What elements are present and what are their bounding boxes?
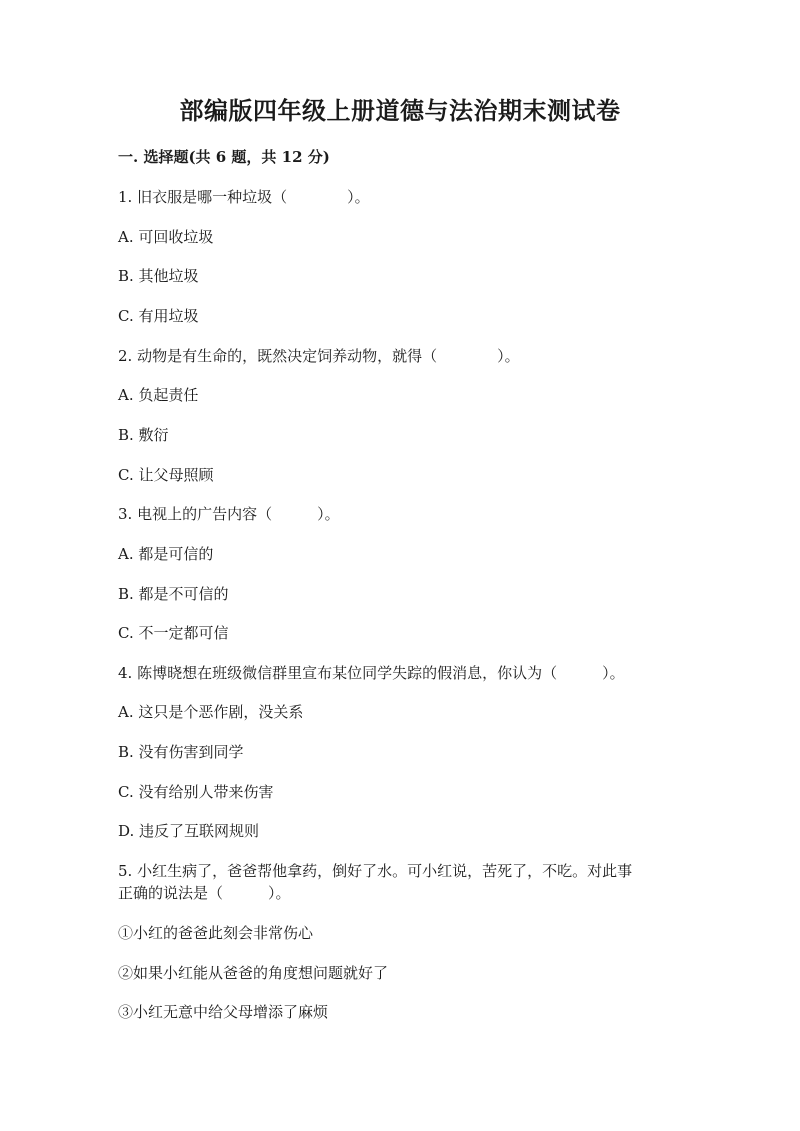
question-4-option-c: C. 没有给别人带来伤害 bbox=[118, 783, 274, 801]
question-3-option-c: C. 不一定都可信 bbox=[118, 624, 229, 642]
question-4-stem: 4. 陈博晓想在班级微信群里宣布某位同学失踪的假消息，你认为（ ）。 bbox=[118, 664, 625, 682]
question-5-stem-line-2: 正确的说法是（ ）。 bbox=[118, 884, 291, 902]
question-4-option-a: A. 这只是个恶作剧，没关系 bbox=[118, 703, 304, 721]
question-4-option-b: B. 没有伤害到同学 bbox=[118, 743, 244, 761]
question-3-option-a: A. 都是可信的 bbox=[118, 545, 214, 563]
question-5-statement-2: ②如果小红能从爸爸的角度想问题就好了 bbox=[118, 964, 389, 982]
question-1-stem: 1. 旧衣服是哪一种垃圾（ ）。 bbox=[118, 188, 370, 206]
question-5-statement-1: ①小红的爸爸此刻会非常伤心 bbox=[118, 924, 314, 942]
question-5-statement-3: ③小红无意中给父母增添了麻烦 bbox=[118, 1003, 329, 1021]
question-3-stem: 3. 电视上的广告内容（ ）。 bbox=[118, 505, 340, 523]
question-4-option-d: D. 违反了互联网规则 bbox=[118, 822, 260, 840]
question-2-stem: 2. 动物是有生命的，既然决定饲养动物，就得（ ）。 bbox=[118, 347, 520, 365]
question-2-option-a: A. 负起责任 bbox=[118, 386, 199, 404]
question-3-option-b: B. 都是不可信的 bbox=[118, 585, 229, 603]
question-1-option-a: A. 可回收垃圾 bbox=[118, 228, 214, 246]
page-title: 部编版四年级上册道德与法治期末测试卷 bbox=[179, 96, 621, 125]
question-1-option-c: C. 有用垃圾 bbox=[118, 307, 199, 325]
section-heading: 一. 选择题(共 6 题，共 12 分) bbox=[118, 148, 330, 166]
question-2-option-b: B. 敷衍 bbox=[118, 426, 169, 444]
question-2-option-c: C. 让父母照顾 bbox=[118, 466, 214, 484]
question-1-option-b: B. 其他垃圾 bbox=[118, 267, 199, 285]
question-5-stem-line-1: 5. 小红生病了，爸爸帮他拿药，倒好了水。可小红说，苦死了，不吃。对此事 bbox=[118, 862, 633, 880]
